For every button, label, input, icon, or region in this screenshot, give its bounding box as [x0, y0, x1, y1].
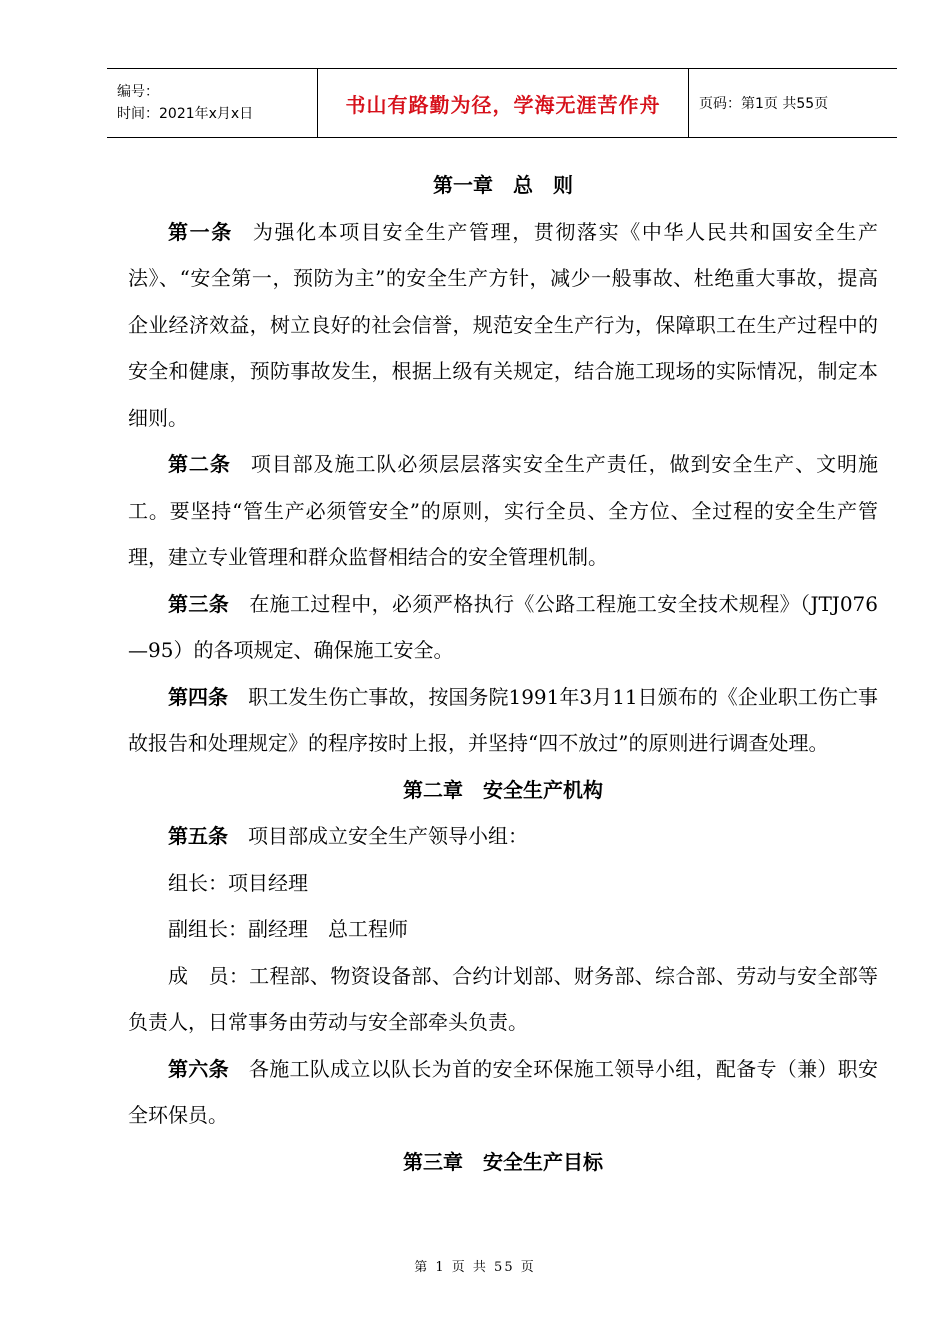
article-1 [128, 209, 878, 442]
group-deputy: 副组长：副经理 总工程师 [168, 917, 408, 941]
page-header [107, 68, 897, 138]
header-page-info: 页码：第1页 共55页 [699, 96, 829, 112]
article-4 [128, 674, 878, 767]
article-2-text: 项目部及施工队必须层层落实安全生产责任，做到安全生产、文明施工。要坚持“管生产必须管安全”的原则，实行全员、全方位、全过程的安全生产管理，建立专业管理和群众监督相结合的安全管理机制。 [128, 452, 878, 569]
header-motto-cell [318, 69, 689, 137]
article-3-text: 在施工过程中，必须严格执行《公路工程施工安全技术规程》（JTJ076—95）的各项规定、确保施工安全。 [128, 591, 879, 662]
header-time: 时间：2021年x月x日 [117, 106, 254, 122]
group-members: 成 员：工程部、物资设备部、合约计划部、财务部、综合部、劳动与安全部等负责人，日常事务由劳动与安全部牵头负责。 [128, 963, 878, 1034]
article-4-label: 第四条 [168, 684, 229, 709]
article-6-label: 第六条 [168, 1056, 229, 1081]
chapter-1-title: 第一章 总 则 [433, 173, 573, 197]
article-1-text: 为强化本项目安全生产管理，贯彻落实《中华人民共和国安全生产法》、“安全第一，预防为主”的安全生产方针，减少一般事故、杜绝重大事故，提高企业经济效益，树立良好的社会信誉，规范安全生产行为，保障职工在生产过程中的安全和健康，预防事故发生，根据上级有关规定，结合施工现场的实际情况，制定本细则。 [128, 219, 879, 430]
article-5-label: 第五条 [168, 824, 228, 848]
header-motto: 书山有路勤为径，学海无涯苦作舟 [345, 92, 661, 117]
article-1-label: 第一条 [168, 219, 233, 244]
article-2-label: 第二条 [168, 452, 231, 476]
article-5 [128, 813, 878, 860]
header-meta [107, 69, 318, 137]
article-6 [128, 1046, 878, 1139]
chapter-3-title: 第三章 安全生产目标 [403, 1149, 603, 1174]
document-body [128, 162, 878, 1185]
article-2 [128, 441, 878, 581]
chapter-2-title: 第二章 安全生产机构 [403, 777, 603, 802]
header-code: 编号： [117, 84, 159, 100]
group-leader: 组长：项目经理 [168, 870, 308, 895]
article-5-text: 项目部成立安全生产领导小组： [248, 824, 528, 848]
article-3 [128, 581, 878, 674]
article-6-text: 各施工队成立以队长为首的安全环保施工领导小组，配备专（兼）职安全环保员。 [128, 1056, 879, 1127]
article-3-label: 第三条 [168, 591, 230, 616]
page-footer: 第 1 页 共 55 页 [414, 1260, 536, 1275]
article-4-text: 职工发生伤亡事故，按国务院1991年3月11日颁布的《企业职工伤亡事故报告和处理规定》的程序按时上报，并坚持“四不放过”的原则进行调查处理。 [128, 684, 879, 755]
